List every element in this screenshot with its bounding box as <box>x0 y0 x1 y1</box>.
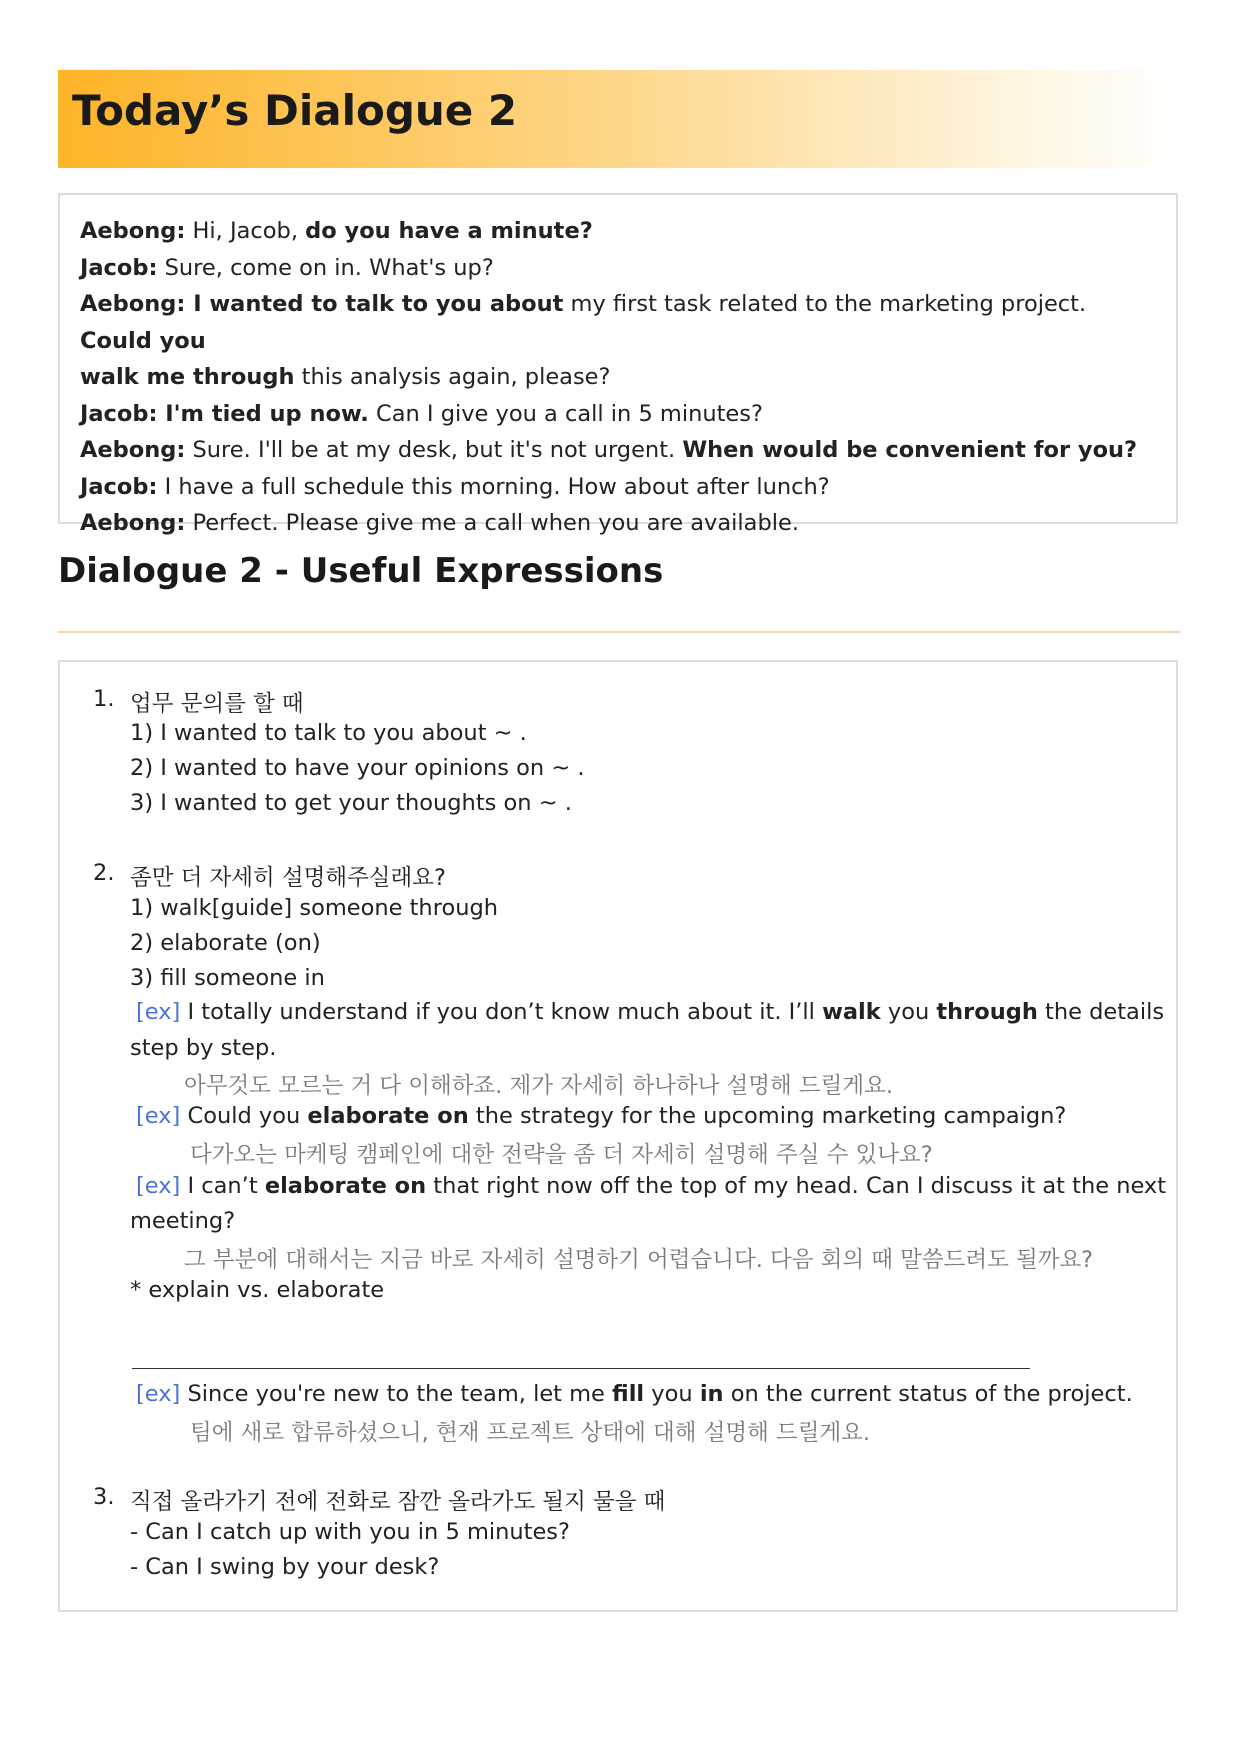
dialogue-text: Sure, come on in. What's up? <box>157 254 494 281</box>
speaker-name: Jacob: <box>80 400 158 427</box>
dialogue-text: this analysis again, please? <box>294 364 611 390</box>
page-title: Today’s Dialogue 2 <box>72 86 518 135</box>
korean-translation: 아무것도 모르는 거 다 이해하죠. 제가 자세히 하나하나 설명해 드릴게요. <box>184 1073 893 1099</box>
title-banner <box>58 70 1180 168</box>
key-expression: When would be convenient for you? <box>682 437 1138 463</box>
speaker-name: Aebong: <box>80 510 186 536</box>
speaker-name: Jacob: <box>80 254 158 281</box>
example-sentence <box>136 1173 1166 1199</box>
example-label: [ex] <box>136 1103 181 1129</box>
key-expression: walk me through <box>80 364 295 390</box>
dialogue-text: Sure. I'll be at my desk, but it's not urgent. <box>185 437 683 463</box>
expression-heading: 좀만 더 자세히 설명해주실래요? <box>130 865 446 891</box>
expression-line: 2) elaborate (on) <box>130 930 321 956</box>
key-expression: fill <box>612 1381 645 1407</box>
expression-line: 3) fill someone in <box>130 965 325 991</box>
list-number: 1. <box>93 686 115 712</box>
dialogue-box <box>58 193 1178 536</box>
korean-translation: 다가오는 마케팅 캠페인에 대한 전략을 좀 더 자세히 설명해 주실 수 있나요? <box>190 1142 933 1168</box>
dialogue-line <box>80 286 1156 359</box>
dialogue-line <box>80 469 1156 506</box>
example-label: [ex] <box>136 1381 181 1407</box>
dialogue-text: Perfect. Please give me a call when you are available. <box>185 510 799 536</box>
dialogue-text: my first task related to the marketing project. <box>563 291 1087 317</box>
expression-heading: 업무 문의를 할 때 <box>130 691 304 717</box>
korean-translation: 그 부분에 대해서는 지금 바로 자세히 설명하기 어렵습니다. 다음 회의 때 말씀드려도 될까요? <box>184 1247 1094 1273</box>
expression-line: 3) I wanted to get your thoughts on ~ . <box>130 790 572 816</box>
answer-blank-line <box>132 1368 1030 1369</box>
example-sentence <box>136 1381 1133 1407</box>
example-text: I can’t <box>180 1173 265 1199</box>
korean-translation: 팀에 새로 합류하셨으니, 현재 프로젝트 상태에 대해 설명해 드릴게요. <box>190 1420 871 1446</box>
expression-line: 2) I wanted to have your opinions on ~ . <box>130 755 585 781</box>
example-label: [ex] <box>136 999 181 1025</box>
example-sentence <box>136 1103 1066 1129</box>
key-expression: Could you <box>80 327 206 354</box>
key-expression: through <box>936 999 1038 1025</box>
example-text: that right now off the top of my head. Can I discuss it at the next <box>426 1173 1167 1199</box>
speaker-name: Aebong: <box>80 218 186 244</box>
dialogue-text: Hi, Jacob, <box>185 218 306 244</box>
example-text: Could you <box>180 1103 308 1129</box>
key-expression: walk <box>822 999 881 1025</box>
note: * explain vs. elaborate <box>130 1277 385 1303</box>
dialogue-line <box>80 396 1156 433</box>
example-text: you <box>880 999 937 1025</box>
key-expression: I'm tied up now. <box>157 400 369 427</box>
dialogue-line <box>80 432 1156 469</box>
expressions-box <box>58 660 1178 1612</box>
example-text: the strategy for the upcoming marketing campaign? <box>468 1103 1067 1129</box>
speaker-name: Aebong: <box>80 291 186 317</box>
expression-line: 1) I wanted to talk to you about ~ . <box>130 720 527 746</box>
example-text: the details <box>1037 999 1165 1025</box>
example-continuation: meeting? <box>130 1208 236 1234</box>
example-text: Since you're new to the team, let me <box>180 1381 613 1407</box>
key-expression: elaborate on <box>307 1103 469 1129</box>
dialogue-text: I have a full schedule this morning. How about after lunch? <box>157 473 830 500</box>
expression-heading: 직접 올라가기 전에 전화로 잠깐 올라가도 될지 물을 때 <box>130 1489 666 1515</box>
example-label: [ex] <box>136 1173 181 1199</box>
example-text: on the current status of the project. <box>723 1381 1133 1407</box>
list-number: 3. <box>93 1484 115 1510</box>
dialogue-text: Can I give you a call in 5 minutes? <box>368 400 763 427</box>
section-divider <box>58 631 1180 633</box>
expression-line: - Can I swing by your desk? <box>130 1554 440 1580</box>
example-sentence <box>136 999 1164 1025</box>
list-number: 2. <box>93 860 115 886</box>
example-text: you <box>644 1381 700 1407</box>
expression-line: - Can I catch up with you in 5 minutes? <box>130 1519 570 1545</box>
dialogue-line <box>80 213 1156 250</box>
example-continuation: step by step. <box>130 1035 277 1061</box>
key-expression: do you have a minute? <box>305 218 593 244</box>
speaker-name: Aebong: <box>80 437 186 463</box>
dialogue-line <box>80 250 1156 287</box>
expression-line: 1) walk[guide] someone through <box>130 895 499 921</box>
key-expression: elaborate on <box>264 1173 427 1199</box>
dialogue-line <box>80 359 1156 396</box>
key-expression: in <box>699 1381 724 1407</box>
example-text: I totally understand if you don’t know much about it. I’ll <box>180 999 823 1025</box>
speaker-name: Jacob: <box>80 473 158 500</box>
key-expression: I wanted to talk to you about <box>185 291 564 317</box>
dialogue-line <box>80 505 1156 542</box>
section-title: Dialogue 2 - Useful Expressions <box>58 551 664 591</box>
